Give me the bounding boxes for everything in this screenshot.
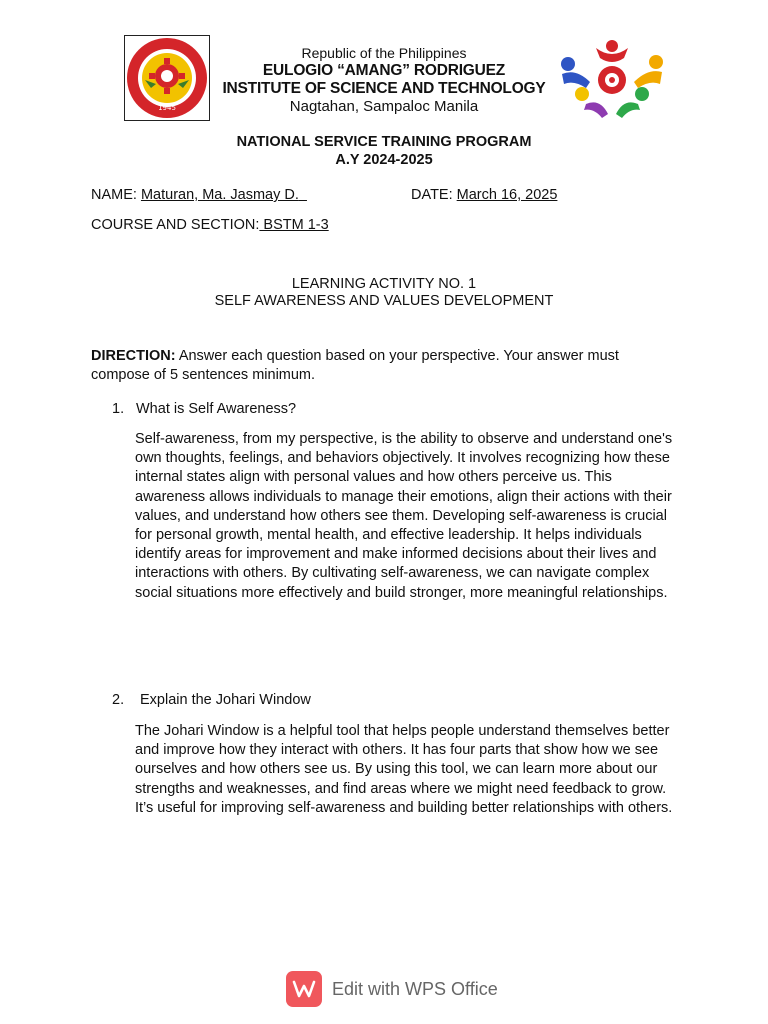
header-republic: Republic of the Philippines bbox=[301, 45, 467, 61]
direction-label: DIRECTION: bbox=[91, 348, 176, 364]
seal-year: 1945 bbox=[158, 104, 176, 112]
date-label: DATE: bbox=[411, 187, 457, 203]
header-address: Nagtahan, Sampaloc Manila bbox=[289, 98, 479, 115]
wps-office-logo-icon bbox=[286, 971, 322, 1007]
program-title: NATIONAL SERVICE TRAINING PROGRAM bbox=[236, 134, 532, 150]
date-value: March 16, 2025 bbox=[456, 187, 558, 203]
course-field bbox=[91, 217, 329, 233]
header-school-line1: EULOGIO “AMANG” RODRIGUEZ bbox=[262, 62, 506, 79]
name-value: Maturan, Ma. Jasmay D. bbox=[140, 187, 299, 203]
question-1-text: What is Self Awareness? bbox=[136, 401, 297, 417]
question-2-number: 2. bbox=[112, 692, 125, 708]
wps-edit-label[interactable]: Edit with WPS Office bbox=[332, 978, 498, 999]
academic-year: A.Y 2024-2025 bbox=[335, 152, 433, 168]
question-1-number: 1. bbox=[112, 401, 125, 417]
question-2-text: Explain the Johari Window bbox=[140, 692, 311, 708]
activity-number: LEARNING ACTIVITY NO. 1 bbox=[291, 276, 477, 292]
answer-1-paragraph: Self-awareness, from my perspective, is the ability to observe and understand one's own thoughts, feelings, and behaviors objectively. It involves recognizing how these internal states align with personal values and how others perceive us. This awareness allows individuals to manage their emotions, align their actions with their values, and understand how others see them. Developing self-awareness is crucial for personal growth, mental health, and effective leadership. It helps individuals identify areas for improvement and make informed decisions about their lives and interactions with others. By cultivating self-awareness, we can navigate complex social situations more effectively and build stronger, more meaningful relationships. bbox=[135, 431, 673, 601]
date-field bbox=[411, 187, 557, 203]
course-label: COURSE AND SECTION: bbox=[91, 217, 260, 233]
name-field bbox=[91, 187, 307, 203]
wps-edit-banner[interactable] bbox=[286, 970, 516, 1008]
course-value: BSTM 1-3 bbox=[259, 217, 329, 233]
direction-text: Answer each question based on your perspective. Your answer must compose of 5 sentences minimum. bbox=[91, 348, 619, 383]
name-label: NAME: bbox=[91, 187, 141, 203]
answer-2-paragraph: The Johari Window is a helpful tool that helps people understand themselves better and improve how they interact with others. It has four parts that show how we see ourselves and how others see us. By using this tool, we can learn more about our strengths and weaknesses, and find areas where we might need feedback to grow. It’s useful for improving self-awareness and building better relationships with others. bbox=[135, 723, 673, 816]
activity-title: SELF AWARENESS AND VALUES DEVELOPMENT bbox=[214, 293, 554, 309]
direction-paragraph bbox=[91, 347, 661, 385]
header-school-line2: INSTITUTE OF SCIENCE AND TECHNOLOGY bbox=[222, 80, 546, 97]
